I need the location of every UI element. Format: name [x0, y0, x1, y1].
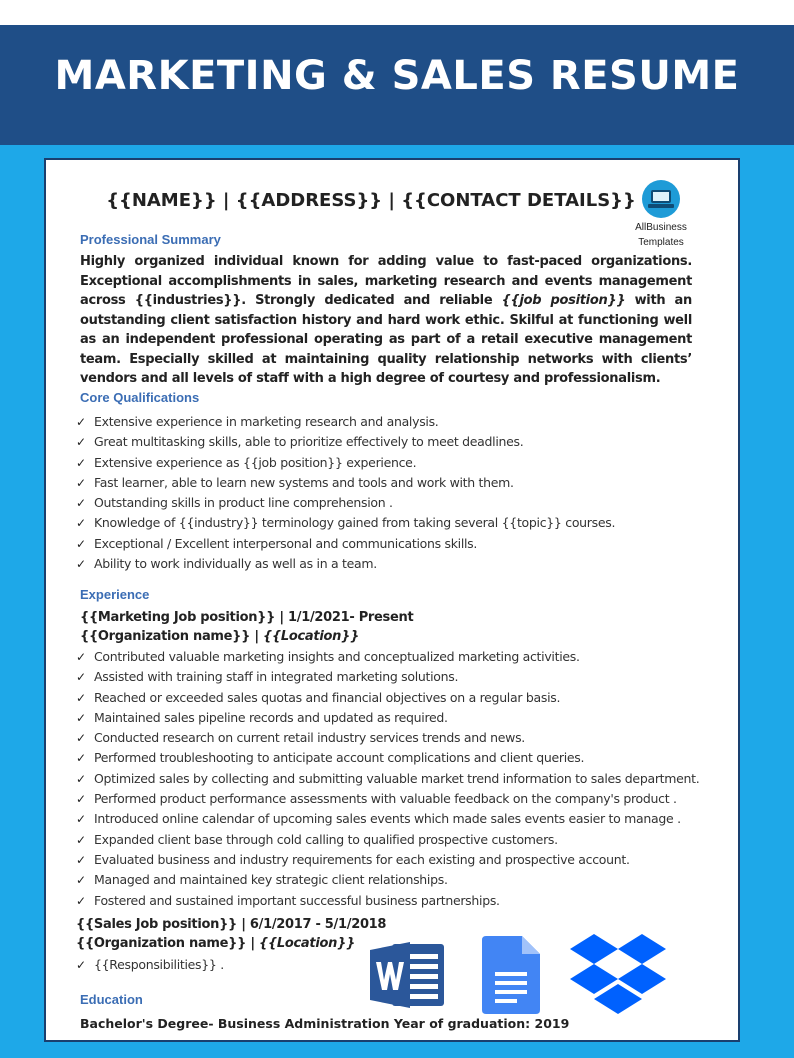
checkmark-icon: ✓	[76, 435, 86, 450]
list-item	[76, 830, 699, 850]
duty-text: Expanded client base through cold calling to qualified prospective customers.	[94, 831, 558, 847]
job1-location: {{Location}}	[263, 629, 359, 644]
list-item	[76, 891, 699, 911]
checkmark-icon: ✓	[76, 792, 86, 807]
qualification-text: Outstanding skills in product line comprehension .	[94, 495, 393, 511]
list-item	[76, 453, 615, 473]
qualification-text: Extensive experience in marketing research and analysis.	[94, 414, 439, 429]
job2-org: {{Organization name}}	[76, 936, 247, 951]
duty-text: Evaluated business and industry requirements for each existing and prospective account.	[94, 851, 630, 867]
checkmark-icon: ✓	[76, 475, 86, 490]
education-line: Bachelor's Degree- Business Administration Year of graduation: 2019	[80, 1016, 570, 1031]
checkmark-icon: ✓	[76, 710, 86, 725]
checkmark-icon: ✓	[76, 832, 86, 847]
duty-text: Assisted with training staff in integrated marketing solutions.	[94, 669, 459, 685]
checkmark-icon: ✓	[76, 873, 86, 888]
checkmark-icon: ✓	[76, 496, 86, 511]
resume-page	[44, 158, 740, 1042]
job1-duties-list	[76, 647, 699, 911]
list-item	[76, 412, 615, 432]
qualifications-list	[76, 412, 615, 574]
list-item	[76, 493, 615, 513]
computer-icon	[642, 180, 680, 218]
job2-location: {{Location}}	[259, 936, 355, 951]
duty-text: Performed troubleshooting to anticipate account complications and client queries.	[94, 750, 585, 766]
checkmark-icon: ✓	[76, 536, 86, 551]
list-item	[76, 870, 699, 890]
qualification-text: Knowledge of {{industry}} terminology gained from taking several {{topic}} courses.	[94, 515, 616, 531]
qualification-text: Exceptional / Excellent interpersonal and communications skills.	[94, 535, 478, 551]
word-icon[interactable]	[370, 940, 446, 1010]
dropbox-icon[interactable]	[570, 932, 666, 1022]
duty-text: Fostered and sustained important successful business partnerships.	[94, 892, 500, 908]
google-docs-icon[interactable]	[482, 936, 540, 1014]
job1-org-line: {{Organization name}} | {{Location}}	[80, 629, 359, 644]
checkmark-icon: ✓	[76, 690, 86, 705]
job2-dates: 6/1/2017 - 5/1/2018	[249, 917, 387, 932]
summary-title: Professional Summary	[80, 232, 221, 247]
job2-duties-list	[76, 955, 224, 975]
duty-text: Maintained sales pipeline records and updated as required.	[94, 709, 448, 725]
duty-text: Conducted research on current retail industry services trends and news.	[94, 730, 525, 746]
job1-org: {{Organization name}}	[80, 629, 251, 644]
list-item	[76, 708, 699, 728]
qualifications-title: Core Qualifications	[80, 390, 200, 405]
app-icons	[370, 930, 680, 1030]
list-item	[76, 955, 224, 975]
checkmark-icon: ✓	[76, 670, 86, 685]
allbusiness-logo	[626, 180, 696, 248]
qualification-text: Extensive experience as {{job position}} experience.	[94, 454, 417, 470]
checkmark-icon: ✓	[76, 516, 86, 531]
checkmark-icon: ✓	[76, 455, 86, 470]
duty-text: Introduced online calendar of upcoming sales events which made sales events easier to manage .	[94, 811, 681, 827]
summary-text-1: Highly organized individual known for adding value to fast-paced organizations. Exceptional accomplishments in sales, marketing research and events management across {{industries}}. Strongly dedicated and reliable	[80, 254, 692, 308]
duty-text: Reached or exceeded sales quotas and financial objectives on a regular basis.	[94, 689, 561, 705]
document-header: {{NAME}} | {{ADDRESS}} | {{CONTACT DETAILS}}	[106, 190, 636, 211]
checkmark-icon: ✓	[76, 958, 86, 972]
checkmark-icon: ✓	[76, 415, 86, 429]
summary-text-2: with an outstanding client satisfaction history and hard work ethic. Skilful at functioning well as an independent professional operating as part of a retail executive management team. Especially skilled at maintaining quality relationship networks with clients’ vendors and all levels of staff with a high degree of courtesy and professionalism.	[80, 293, 692, 386]
job1-position: {{Marketing Job position}}	[80, 610, 276, 625]
qualification-text: Fast learner, able to learn new systems and tools and work with them.	[94, 474, 514, 490]
list-item	[76, 789, 699, 809]
experience-title: Experience	[80, 587, 150, 602]
checkmark-icon: ✓	[76, 751, 86, 766]
job1-title-line: {{Marketing Job position}} | 1/1/2021- Present	[80, 610, 414, 625]
checkmark-icon: ✓	[76, 650, 86, 664]
qualification-text: Ability to work individually as well as in a team.	[94, 556, 377, 572]
education-title: Education	[80, 992, 143, 1007]
list-item	[76, 688, 699, 708]
list-item	[76, 667, 699, 687]
list-item	[76, 728, 699, 748]
banner-title: MARKETING & SALES RESUME	[54, 53, 740, 99]
logo-text-line2: Templates	[638, 237, 684, 248]
list-item	[76, 769, 699, 789]
top-strip	[0, 0, 794, 25]
checkmark-icon: ✓	[76, 893, 86, 908]
list-item	[76, 748, 699, 768]
job2-title-line: {{Sales Job position}} | 6/1/2017 - 5/1/2018	[76, 917, 387, 932]
qualification-text: Great multitasking skills, able to prioritize effectively to meet deadlines.	[94, 434, 524, 450]
summary-paragraph	[80, 252, 692, 389]
duty-text: Managed and maintained key strategic client relationships.	[94, 872, 448, 888]
checkmark-icon: ✓	[76, 852, 86, 867]
duty-text: {{Responsibilities}} .	[94, 957, 224, 972]
duty-text: Optimized sales by collecting and submitting valuable market trend information to sales department.	[94, 770, 700, 786]
checkmark-icon: ✓	[76, 812, 86, 827]
list-item	[76, 534, 615, 554]
list-item	[76, 850, 699, 870]
checkmark-icon: ✓	[76, 731, 86, 746]
checkmark-icon: ✓	[76, 771, 86, 786]
logo-text-line1: AllBusiness	[635, 222, 687, 233]
job2-org-line: {{Organization name}} | {{Location}}	[76, 936, 355, 951]
list-item	[76, 647, 699, 667]
job1-dates: 1/1/2021- Present	[288, 610, 414, 625]
list-item	[76, 473, 615, 493]
duty-text: Performed product performance assessments with valuable feedback on the company's product .	[94, 791, 677, 807]
duty-text: Contributed valuable marketing insights and conceptualized marketing activities.	[94, 649, 580, 664]
summary-job-position: {{job position}}	[501, 293, 626, 308]
list-item	[76, 809, 699, 829]
list-item	[76, 432, 615, 452]
checkmark-icon: ✓	[76, 557, 86, 572]
job2-position: {{Sales Job position}}	[76, 917, 237, 932]
list-item	[76, 513, 615, 533]
list-item	[76, 554, 615, 574]
